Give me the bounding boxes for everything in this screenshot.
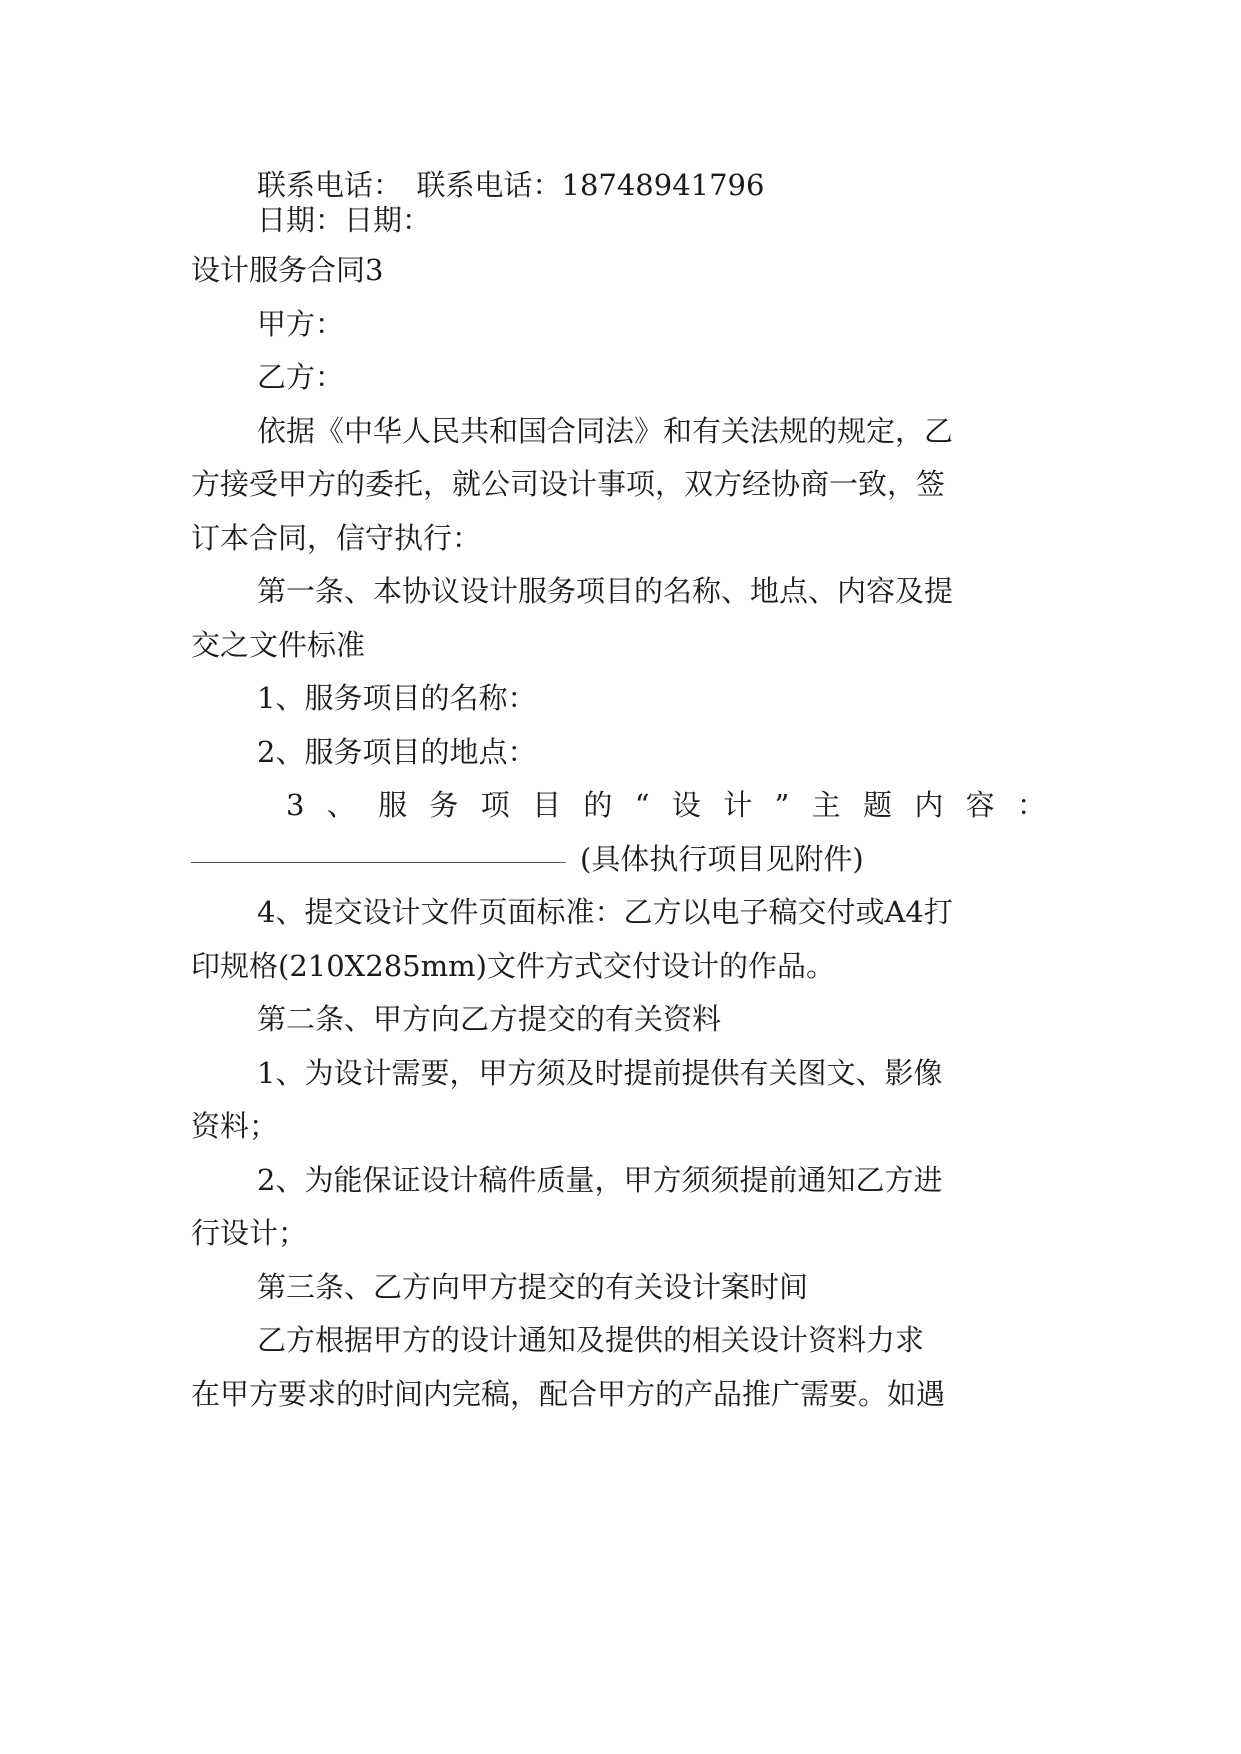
blank-underline — [191, 861, 566, 863]
char: 3 — [286, 788, 305, 822]
char: 内 — [914, 788, 944, 822]
char: 设 — [671, 788, 701, 822]
char: 、 — [326, 788, 356, 822]
party-a-line: 甲方： — [257, 307, 345, 341]
item-2-line: 2、服务项目的地点： — [257, 735, 537, 769]
party-b-line: 乙方： — [257, 360, 345, 394]
char: 服 — [378, 788, 408, 822]
article-2-item-1: 1、为设计需要，甲方须及时提前提供有关图文、影像 — [257, 1056, 943, 1090]
item-4-line-cont: 印规格(210X285mm)文件方式交付设计的作品。 — [191, 949, 835, 983]
contract-title: 设计服务合同3 — [191, 253, 384, 287]
paragraph-line: 订本合同，信守执行： — [191, 521, 482, 555]
article-1-heading-cont: 交之文件标准 — [191, 628, 366, 662]
char: 主 — [811, 788, 841, 822]
char: “ — [634, 788, 650, 822]
char: 项 — [480, 788, 510, 822]
article-2-item-1-cont: 资料； — [191, 1109, 279, 1143]
char: ” — [774, 788, 790, 822]
paragraph-line: 依据《中华人民共和国合同法》和有关法规的规定，乙 — [257, 414, 954, 448]
article-2-item-2-cont: 行设计； — [191, 1216, 308, 1250]
article-3-paragraph-cont: 在甲方要求的时间内完稿，配合甲方的产品推广需要。如遇 — [191, 1377, 946, 1411]
char: 题 — [863, 788, 893, 822]
item-3-attachment-line — [191, 839, 864, 879]
char: ： — [1016, 788, 1046, 822]
char: 容 — [965, 788, 995, 822]
article-2-heading: 第二条、甲方向乙方提交的有关资料 — [257, 1002, 722, 1036]
char: 目 — [532, 788, 562, 822]
char: 的 — [583, 788, 613, 822]
article-3-paragraph: 乙方根据甲方的设计通知及提供的相关设计资料力求 — [257, 1323, 925, 1357]
article-1-heading: 第一条、本协议设计服务项目的名称、地点、内容及提 — [257, 574, 954, 608]
item-1-line: 1、服务项目的名称： — [257, 681, 537, 715]
item-3-line — [286, 785, 1046, 825]
paragraph-line: 方接受甲方的委托，就公司设计事项，双方经协商一致，签 — [191, 467, 946, 501]
attachment-note: (具体执行项目见附件) — [580, 842, 864, 876]
date-line: 日期：日期： — [257, 203, 432, 237]
contact-phone-line: 联系电话： 联系电话：18748941796 — [257, 168, 765, 202]
article-3-heading: 第三条、乙方向甲方提交的有关设计案时间 — [257, 1270, 809, 1304]
article-2-item-2: 2、为能保证设计稿件质量，甲方须须提前通知乙方进 — [257, 1163, 943, 1197]
item-4-line: 4、提交设计文件页面标准：乙方以电子稿交付或A4打 — [257, 895, 953, 929]
char: 计 — [723, 788, 753, 822]
char: 务 — [429, 788, 459, 822]
